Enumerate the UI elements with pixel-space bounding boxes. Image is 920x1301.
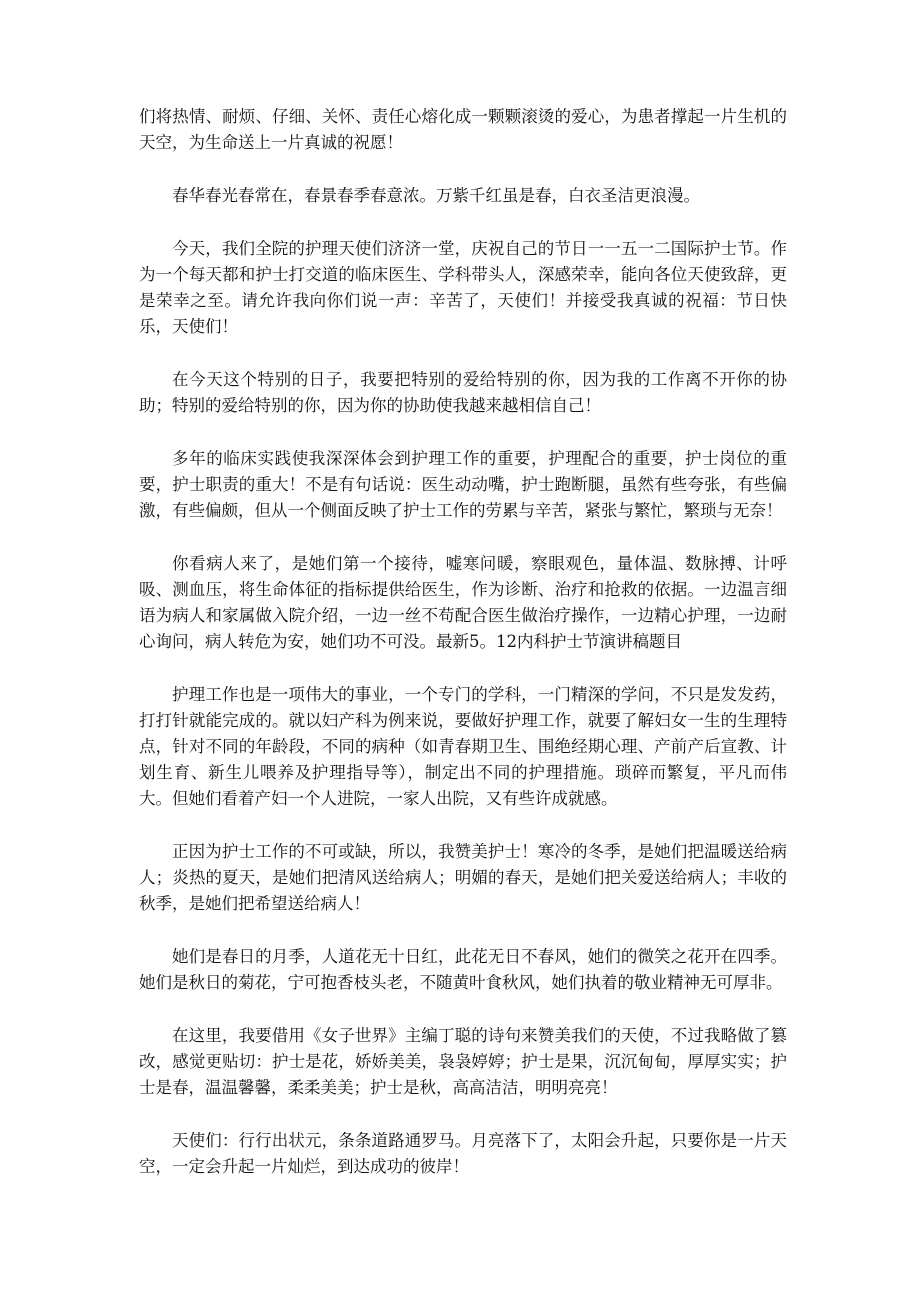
paragraph: 天使们：行行出状元，条条道路通罗马。月亮落下了，太阳会升起，只要你是一片天空，一定会升起一片灿烂，到达成功的彼岸！ [139, 1131, 787, 1176]
paragraph: 多年的临床实践使我深深体会到护理工作的重要，护理配合的重要，护士岗位的重要，护士职责的重大！不是有句话说：医生动动嘴，护士跑断腿，虽然有些夸张，有些偏激，有些偏颇，但从一个侧面反映了护士工作的劳累与辛苦，紧张与繁忙，繁琐与无奈！ [139, 449, 787, 520]
paragraph: 她们是春日的月季，人道花无十日红，此花无日不春风，她们的微笑之花开在四季。她们是秋日的菊花，宁可抱香枝头老，不随黄叶食秋风，她们执着的敬业精神无可厚非。 [139, 947, 787, 992]
paragraph: 在这里，我要借用《女子世界》主编丁聪的诗句来赞美我们的天使，不过我略做了篡改，感觉更贴切：护士是花，娇娇美美，袅袅婷婷；护士是果，沉沉甸甸，厚厚实实；护士是春，温温馨馨，柔柔美美；护士是秋，高高洁洁，明明亮亮！ [139, 1026, 787, 1097]
paragraph-continuation: 们将热情、耐烦、仔细、关怀、责任心熔化成一颗颗滚烫的爱心，为患者撑起一片生机的天空，为生命送上一片真诚的祝愿！ [139, 107, 787, 152]
paragraph: 在今天这个特别的日子，我要把特别的爱给特别的你，因为我的工作离不开你的协助；特别的爱给特别的你，因为你的协助使我越来越相信自己！ [139, 370, 787, 415]
paragraph: 春华春光春常在，春景春季春意浓。万紫千红虽是春，白衣圣洁更浪漫。 [172, 186, 700, 205]
document-body [139, 104, 787, 1207]
paragraph: 今天，我们全院的护理天使们济济一堂，庆祝自己的节日一一五一二国际护士节。作为一个每天都和护士打交道的临床医生、学科带头人，深感荣幸，能向各位天使致辞，更是荣幸之至。请允许我向你们说一声：辛苦了，天使们！并接受我真诚的祝福：节日快乐，天使们！ [139, 239, 787, 336]
paragraph: 你看病人来了，是她们第一个接待，嘘寒问暖，察眼观色，量体温、数脉搏、计呼吸、测血压，将生命体征的指标提供给医生，作为诊断、治疗和抢救的依据。一边温言细语为病人和家属做入院介绍，一边一丝不苟配合医生做治疗操作，一边精心护理，一边耐心询问，病人转危为安，她们功不可没。最新5。12内科护士节演讲稿题目 [139, 554, 787, 651]
paragraph: 护理工作也是一项伟大的事业，一个专门的学科，一门精深的学问，不只是发发药，打打针就能完成的。就以妇产科为例来说，要做好护理工作，就要了解妇女一生的生理特点，针对不同的年龄段，不同的病种（如青春期卫生、围绝经期心理、产前产后宣教、计划生育、新生儿喂养及护理指导等），制定出不同的护理措施。琐碎而繁复，平凡而伟大。但她们看着产妇一个人进院，一家人出院，又有些许成就感。 [139, 685, 787, 808]
paragraph: 正因为护士工作的不可或缺，所以，我赞美护士！寒冷的冬季，是她们把温暖送给病人；炎热的夏天，是她们把清风送给病人；明媚的春天，是她们把关爱送给病人；丰收的秋季，是她们把希望送给病人！ [139, 842, 787, 913]
